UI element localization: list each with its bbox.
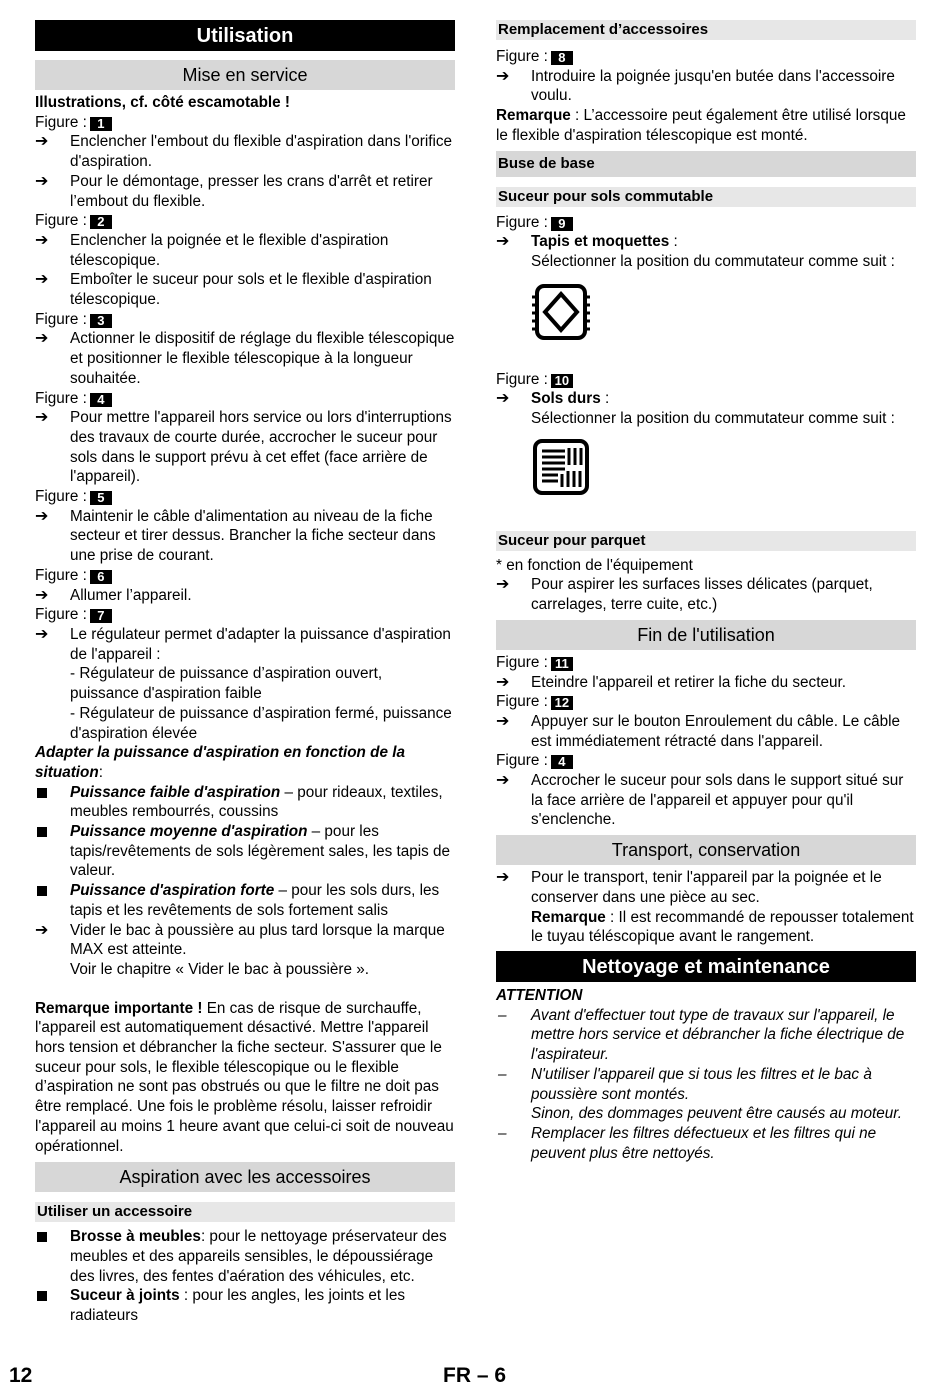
arrow-icon: ➔ (496, 673, 510, 691)
bullet-square-icon (37, 1232, 47, 1242)
step: ➔ Le régulateur permet d'adapter la puissance d'aspiration de l'appareil : - Régulateur de puissance d’aspiration ouvert, puissance d'aspiration faible - Régulateur de puissance d’aspiration fermé, puissance d'aspiration élevée (35, 625, 452, 742)
figure-number: 6 (90, 570, 112, 584)
remark: Remarque : L’accessoire peut également être utilisé lorsque le flexible d'aspiration télescopique est monté. (496, 107, 906, 144)
list-item: Puissance moyenne d'aspiration – pour les tapis/revêtements de sols légèrement sales, les tapis de valeur. (35, 822, 455, 881)
subheading-utiliser-accessoire: Utiliser un accessoire (35, 1202, 455, 1222)
carpet-symbol-wrap (496, 272, 916, 370)
carpet-setting-icon (531, 282, 591, 342)
figure-number: 2 (90, 215, 112, 229)
figure-ref-4: Figure : 4 (35, 389, 455, 409)
step: ➔ Maintenir le câble d'alimentation au niveau de la fiche secteur et tirer dessus. Brancher la fiche secteur dans une prise de courant. (35, 507, 436, 565)
section-title-utilisation: Utilisation (35, 20, 455, 51)
heading-buse-de-base: Buse de base (496, 151, 916, 177)
figure-number: 11 (551, 657, 573, 671)
arrow-icon: ➔ (35, 625, 49, 643)
heading-aspiration-accessoires: Aspiration avec les accessoires (35, 1162, 455, 1192)
figure-ref-4b: Figure : 4 (496, 751, 916, 771)
step: ➔ Tapis et moquettes : Sélectionner la position du commutateur comme suit : (496, 233, 895, 270)
arrow-icon: ➔ (35, 231, 49, 249)
figure-number: 1 (90, 117, 112, 131)
hardfloor-symbol-wrap (496, 429, 916, 531)
warning-item: – Remplacer les filtres défectueux et les filtres qui ne peuvent plus être nettoyés. (498, 1124, 877, 1162)
step: ➔ Allumer l’appareil. (35, 586, 192, 604)
left-column (35, 20, 455, 1326)
figure-ref-3: Figure : 3 (35, 310, 455, 330)
arrow-icon: ➔ (496, 712, 510, 730)
bullet-square-icon (37, 1291, 47, 1301)
figure-ref-12: Figure : 12 (496, 692, 916, 712)
arrow-icon: ➔ (35, 172, 49, 190)
figure-number: 7 (90, 609, 112, 623)
subheading-remplacement-accessoires: Remplacement d’accessoires (496, 20, 916, 40)
step: ➔ Enclencher l'embout du flexible d'aspiration dans l'orifice d'aspiration. (35, 133, 453, 171)
arrow-icon: ➔ (496, 772, 510, 790)
step: ➔ Pour le démontage, presser les crans d'arrêt et retirer l’embout du flexible. (35, 172, 433, 210)
arrow-icon: ➔ (496, 390, 510, 408)
warning-item: – Avant d'effectuer tout type de travaux sur l'appareil, le mettre hors service et débrancher la fiche électrique de l'aspirateur. (498, 1006, 905, 1064)
figure-number: 9 (551, 217, 573, 231)
bullet-square-icon (37, 827, 47, 837)
arrow-icon: ➔ (35, 133, 49, 151)
figure-ref-10: Figure : 10 (496, 370, 916, 390)
figure-ref-8: Figure : 8 (496, 47, 916, 67)
arrow-icon: ➔ (496, 869, 510, 887)
figure-ref-7: Figure : 7 (35, 605, 455, 625)
list-item: Suceur à joints : pour les angles, les joints et les radiateurs (35, 1286, 455, 1325)
arrow-icon: ➔ (35, 271, 49, 289)
step: ➔ Eteindre l'appareil et retirer la fiche du secteur. (496, 673, 846, 691)
section-title-nettoyage: Nettoyage et maintenance (496, 951, 916, 982)
arrow-icon: ➔ (496, 576, 510, 594)
step: ➔ Appuyer sur le bouton Enroulement du câble. Le câble est immédiatement rétracté dans l'appareil. (496, 712, 901, 750)
attention-label: ATTENTION (496, 986, 583, 1004)
right-column (496, 20, 916, 1163)
adapt-power-heading: Adapter la puissance d'aspiration en fonction de la situation: (35, 744, 405, 781)
list-item: Puissance faible d'aspiration – pour rideaux, textiles, meubles rembourrés, coussins (35, 783, 455, 822)
figure-number: 3 (90, 314, 112, 328)
step: ➔ Vider le bac à poussière au plus tard lorsque la marque MAX est atteinte. Voir le chapitre « Vider le bac à poussière ». (35, 921, 445, 978)
arrow-icon: ➔ (35, 409, 49, 427)
arrow-icon: ➔ (35, 921, 49, 939)
step: ➔ Emboîter le suceur pour sols et le flexible d'aspiration télescopique. (35, 271, 432, 309)
figure-ref-6: Figure : 6 (35, 566, 455, 586)
equipment-note: * en fonction de l'équipement (496, 556, 693, 574)
step: ➔ Enclencher la poignée et le flexible d'aspiration télescopique. (35, 231, 389, 269)
figure-number: 12 (551, 696, 573, 710)
arrow-icon: ➔ (35, 507, 49, 525)
warning-item: – N'utiliser l'appareil que si tous les filtres et le bac à poussière sont montés. Sinon, des dommages peuvent être causés au moteur. (498, 1065, 903, 1123)
language-page-label: FR – 6 (443, 1364, 507, 1387)
list-item: Puissance d'aspiration forte – pour les sols durs, les tapis et les revêtements de sols fortement salis (35, 881, 455, 920)
heading-transport: Transport, conservation (496, 835, 916, 865)
arrow-icon: ➔ (35, 586, 49, 604)
figure-ref-9: Figure : 9 (496, 213, 916, 233)
subheading-suceur-parquet: Suceur pour parquet (496, 531, 916, 551)
hard-floor-setting-icon (531, 437, 591, 497)
illustrations-note: Illustrations, cf. côté escamotable ! (35, 94, 291, 111)
page-number: 12 (9, 1364, 33, 1387)
list-item: Brosse à meubles: pour le nettoyage préservateur des meubles et des appareils sensibles, le dépoussiérage des livres, des fentes d'aération des véhicules, etc. (35, 1227, 455, 1286)
figure-number: 10 (551, 374, 573, 388)
figure-ref-1: Figure : 1 (35, 113, 455, 133)
bullet-square-icon (37, 886, 47, 896)
heading-mise-en-service: Mise en service (35, 60, 455, 90)
heading-fin-utilisation: Fin de l'utilisation (496, 620, 916, 650)
step: ➔ Pour le transport, tenir l'appareil par la poignée et le conserver dans une pièce au sec. Remarque : Il est recommandé de repousser totalement le tuyau téléscopique avant le rangement. (496, 869, 914, 946)
arrow-icon: ➔ (35, 330, 49, 348)
step: ➔ Sols durs : Sélectionner la position du commutateur comme suit : (496, 390, 895, 428)
step: ➔ Introduire la poignée jusqu'en butée dans l'accessoire voulu. (496, 67, 895, 105)
figure-ref-2: Figure : 2 (35, 211, 455, 231)
figure-number: 4 (90, 393, 112, 407)
step: ➔ Accrocher le suceur pour sols dans le support situé sur la face arrière de l'appareil et appuyer pour qu'il s'enclenche. (496, 772, 904, 829)
step: ➔ Pour aspirer les surfaces lisses délicates (parquet, carrelages, terre cuite, etc.) (496, 576, 873, 614)
figure-ref-5: Figure : 5 (35, 487, 455, 507)
subheading-suceur-commutable: Suceur pour sols commutable (496, 187, 916, 207)
important-remark: Remarque importante ! En cas de risque de surchauffe, l'appareil est automatiquement désactivé. Mettre l'appareil hors tension et débrancher la fiche secteur. S'assurer que le suceur pour sols, le flexible télescopique ou le flexible d’aspiration ne sont pas obstrués ou que le filtre ne doit pas être remplacé. Une fois le problème résolu, laisser refroidir l'appareil au moins 1 heure avant que celui-ci soit de nouveau opérationnel. (35, 999, 454, 1155)
figure-number: 8 (551, 51, 573, 65)
figure-number: 5 (90, 491, 112, 505)
bullet-square-icon (37, 788, 47, 798)
arrow-icon: ➔ (496, 233, 510, 251)
figure-number: 4 (551, 755, 573, 769)
step: ➔ Actionner le dispositif de réglage du flexible télescopique et positionner le flexible télescopique à la longueur souhaitée. (35, 330, 455, 387)
step: ➔ Pour mettre l'appareil hors service ou lors d'interruptions des travaux de courte durée, accrocher le suceur pour sols dans le support prévu à cet effet (face arrière de l'appareil). (35, 409, 452, 486)
arrow-icon: ➔ (496, 67, 510, 85)
figure-ref-11: Figure : 11 (496, 653, 916, 673)
